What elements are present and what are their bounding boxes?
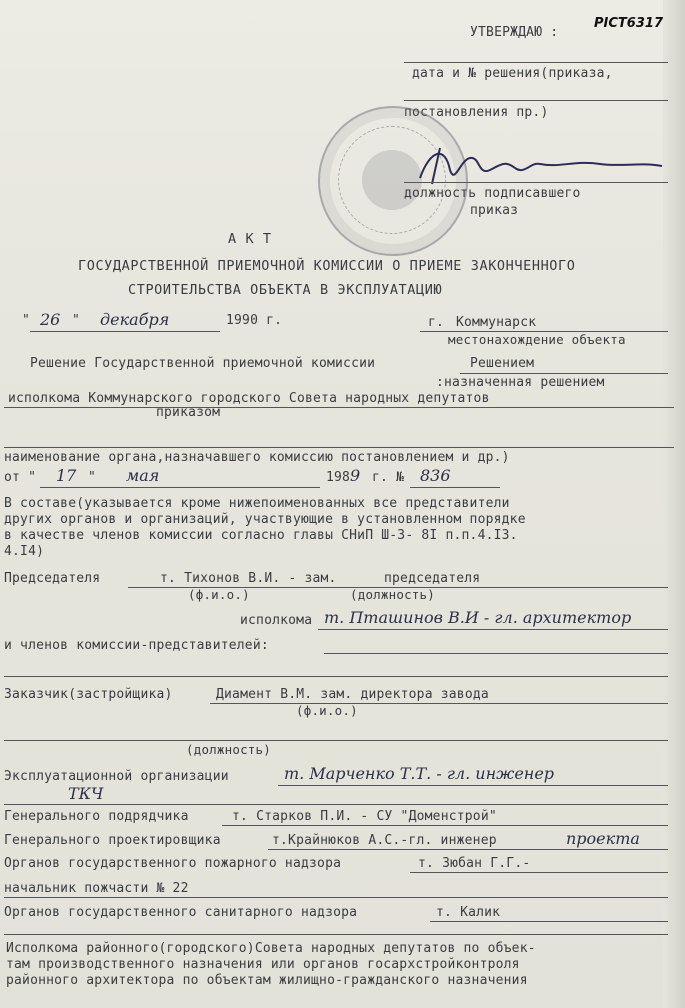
approval-line-1 xyxy=(404,62,668,63)
chair-role: председателя xyxy=(384,571,481,586)
composition-line-3: в качестве членов комиссии согласно главы СНиП Ш-3- 8I п.п.4.I3. xyxy=(4,528,518,543)
date-day: 26 xyxy=(40,310,61,329)
approval-line-3 xyxy=(404,182,668,183)
members-line-2 xyxy=(4,676,668,677)
number-line xyxy=(410,487,500,488)
date-month: декабря xyxy=(100,310,170,329)
chair-fio-caption: (ф.и.о.) xyxy=(188,587,250,602)
operation-label: Эксплуатационной организации xyxy=(4,769,229,784)
footer-line-3: районного архитектора по объектам жилищно-гражданского назначения xyxy=(6,973,528,988)
executive-hand: т. Пташинов В.И - гл. архитектор xyxy=(324,608,632,627)
city-name: Коммунарск xyxy=(456,315,537,330)
date-quote-close: " xyxy=(72,313,81,328)
designer-line xyxy=(268,849,668,850)
approval-order-label: приказ xyxy=(470,203,519,218)
date-line xyxy=(30,331,220,332)
decision-number: 836 xyxy=(420,466,451,485)
decision-value: Решением xyxy=(470,356,535,371)
chair-position-caption: (должность) xyxy=(350,587,435,602)
executive-label: исполкома xyxy=(240,613,313,628)
composition-line-4: 4.I4) xyxy=(4,544,45,559)
approval-resolution-label: постановления пр.) xyxy=(404,105,549,120)
date-year: 1990 г. xyxy=(226,313,283,328)
operation-line xyxy=(278,785,668,786)
from-month: мая xyxy=(126,466,160,485)
sanitary-line xyxy=(430,921,668,922)
designer-hand: проекта xyxy=(566,829,640,848)
operation-hand-2: ТКЧ xyxy=(68,784,104,803)
decision-label: Решение Государственной приемочной комиссии xyxy=(30,356,376,371)
fire-line xyxy=(410,872,668,873)
from-date-line xyxy=(40,487,320,488)
contractor-label: Генерального подрядчика xyxy=(4,809,189,824)
city-prefix: г. xyxy=(428,315,445,330)
composition-line-2: других органов и организаций, участвующие в установленном порядке xyxy=(4,512,526,527)
operation-line-2 xyxy=(4,804,668,805)
approval-position-label: должность подписавшего xyxy=(404,186,581,201)
contractor-line xyxy=(222,825,668,826)
designer-label: Генерального проектировщика xyxy=(4,833,221,848)
fire-label: Органов государственного пожарного надзора xyxy=(4,856,342,871)
from-year-hand: 9 xyxy=(350,466,361,485)
date-quote-open: " xyxy=(22,313,31,328)
decision-line xyxy=(460,373,668,374)
approval-date-label: дата и № решения(приказа, xyxy=(412,66,613,81)
executive-line xyxy=(318,629,668,630)
act-title: А К Т xyxy=(228,231,272,247)
members-label: и членов комиссии-представителей: xyxy=(4,638,269,653)
from-quote: " xyxy=(88,470,97,485)
approve-label: УТВЕРЖДАЮ : xyxy=(470,25,559,40)
from-year-suffix: г. № xyxy=(372,470,405,485)
decision-order: приказом xyxy=(156,405,221,420)
members-line xyxy=(324,653,668,654)
title-line-2: СТРОИТЕЛЬСТВА ОБЪЕКТА В ЭКСПЛУАТАЦИЮ xyxy=(128,282,443,298)
customer-label: Заказчик(застройщика) xyxy=(4,687,173,702)
customer-position-caption: (должность) xyxy=(186,742,271,757)
decision-committee: исполкома Коммунарского городского Совета народных депутатов xyxy=(8,391,490,406)
chair-value: т. Тихонов В.И. - зам. xyxy=(160,571,337,586)
from-label: от " xyxy=(4,470,37,485)
customer-fio-caption: (ф.и.о.) xyxy=(296,703,358,718)
customer-value: Диамент В.М. зам. директора завода xyxy=(216,687,489,702)
title-line-1: ГОСУДАРСТВЕННОЙ ПРИЕМОЧНОЙ КОМИССИИ О ПРИЕМЕ ЗАКОНЧЕННОГО xyxy=(78,258,576,274)
fire-line-2 xyxy=(4,897,668,898)
chair-label: Председателя xyxy=(4,571,101,586)
from-year-prefix: 198 xyxy=(326,470,351,485)
from-day: 17 xyxy=(56,466,77,485)
contractor-value: т. Старков П.И. - СУ "Доменстрой" xyxy=(232,809,497,824)
organ-label: наименование органа,назначавшего комиссию постановлением и др.) xyxy=(4,450,510,465)
customer-position-line xyxy=(4,740,668,741)
footer-line-1: Исполкома районного(городского)Совета народных депутатов по объек- xyxy=(6,941,536,956)
sanitary-value: т. Калик xyxy=(436,905,501,920)
operation-hand: т. Марченко Т.Т. - гл. инженер xyxy=(284,764,555,783)
footer-line-2: там производственного назначения или органов госархстройконтроля xyxy=(6,957,520,972)
location-label: местонахождение объекта xyxy=(448,332,626,347)
decision-appointed: :назначенная решением xyxy=(436,375,605,390)
sanitary-label: Органов государственного санитарного надзора xyxy=(4,905,358,920)
approval-line-2 xyxy=(404,100,668,101)
photo-id-label: PICT6317 xyxy=(594,16,663,31)
composition-line-1: В составе(указывается кроме нижепоименованных все представители xyxy=(4,496,510,511)
committee-line xyxy=(4,407,674,408)
organ-line xyxy=(4,447,674,448)
customer-line xyxy=(210,703,668,704)
fire-value: т. Зюбан Г.Г.- xyxy=(418,856,531,871)
sanitary-line-2 xyxy=(4,934,668,935)
fire-value-2: начальник пожчасти № 22 xyxy=(4,881,189,896)
designer-value: т.Крайнюков А.С.-гл. инженер xyxy=(272,833,497,848)
